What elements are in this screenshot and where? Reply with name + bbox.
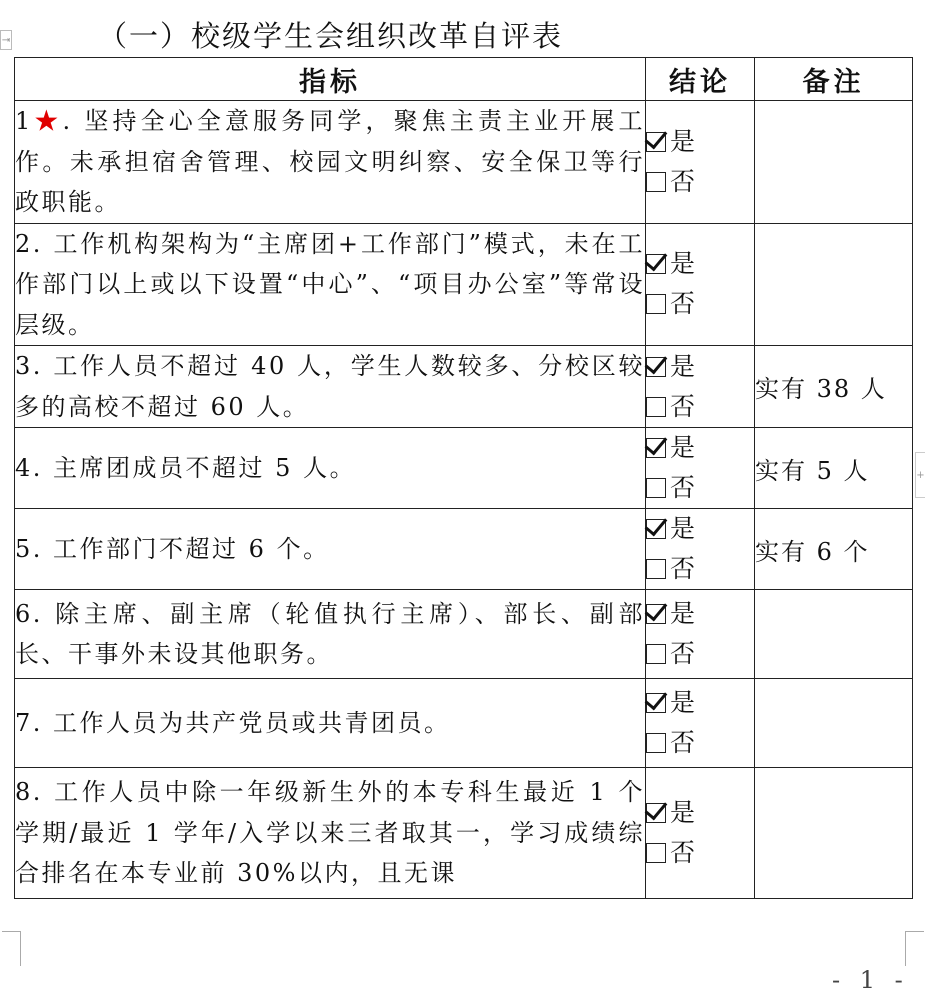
conclusion-cell [646, 346, 755, 428]
remark-cell [755, 101, 913, 224]
checked-box-icon[interactable] [646, 132, 666, 152]
conclusion-cell [646, 509, 755, 590]
indicator-cell [15, 101, 646, 224]
table-row [15, 223, 913, 346]
anchor-icon[interactable]: ⇥ [0, 30, 12, 50]
conclusion-cell [646, 768, 755, 899]
table-row [15, 101, 913, 224]
indicator-cell [15, 346, 646, 428]
indicator-text: . 主席团成员不超过 5 人。 [32, 453, 357, 482]
indicator-cell [15, 590, 646, 679]
row-number: 3 [15, 352, 33, 380]
self-evaluation-table [14, 57, 913, 899]
indicator-text: . 工作机构架构为“主席团+工作部门”模式，未在工作部门以上或以下设置“中心”、“项目办公室”等常设层级。 [15, 229, 645, 339]
option-no[interactable] [646, 634, 754, 674]
option-no[interactable] [646, 162, 754, 202]
checked-box-icon[interactable] [646, 254, 666, 274]
indicator-cell [15, 509, 646, 590]
table-row [15, 768, 913, 899]
table-row [15, 590, 913, 679]
option-label-yes: 是 [670, 514, 696, 543]
table-row [15, 509, 913, 590]
indicator-cell [15, 768, 646, 899]
indicator-text: . 工作人员中除一年级新生外的本专科生最近 1 个学期/最近 1 学年/入学以来三者取其一，学习成绩综合排名在本专业前 30%以内，且无课 [15, 778, 645, 888]
remark-cell [755, 679, 913, 768]
header-indicator: 指标 [15, 58, 646, 101]
option-no[interactable] [646, 387, 754, 427]
row-number: 6 [15, 599, 33, 628]
header-remark: 备注 [755, 58, 913, 101]
option-label-yes: 是 [670, 126, 696, 156]
option-label-yes: 是 [670, 249, 696, 279]
option-no[interactable] [646, 549, 754, 589]
remark-cell: 实有 38 人 [755, 346, 913, 428]
option-label-yes: 是 [670, 351, 696, 381]
option-label-yes: 是 [670, 798, 696, 827]
unchecked-box-icon[interactable] [646, 733, 666, 753]
indicator-cell [15, 679, 646, 768]
indicator-text: . 坚持全心全意服务同学，聚焦主责主业开展工作。未承担宿舍管理、校园文明纠察、安全保卫等行政职能。 [15, 107, 646, 216]
option-yes[interactable] [646, 793, 754, 833]
unchecked-box-icon[interactable] [646, 397, 666, 417]
unchecked-box-icon[interactable] [646, 559, 666, 579]
indicator-text: . 工作人员不超过 40 人，学生人数较多、分校区较多的高校不超过 60 人。 [15, 352, 645, 421]
table-row [15, 428, 913, 509]
checked-box-icon[interactable] [646, 803, 666, 823]
option-label-no: 否 [670, 166, 696, 196]
crop-mark-left [2, 931, 21, 966]
remark-cell [755, 768, 913, 899]
option-no[interactable] [646, 833, 754, 873]
unchecked-box-icon[interactable] [646, 294, 666, 314]
option-label-no: 否 [670, 391, 696, 421]
unchecked-box-icon[interactable] [646, 644, 666, 664]
option-label-no: 否 [670, 554, 696, 583]
option-yes[interactable] [646, 683, 754, 723]
indicator-text: . 工作人员为共产党员或共青团员。 [32, 708, 451, 737]
conclusion-cell [646, 679, 755, 768]
option-label-no: 否 [670, 289, 696, 319]
option-yes[interactable] [646, 428, 754, 468]
table-row [15, 346, 913, 428]
row-number: 5 [15, 534, 33, 563]
checked-box-icon[interactable] [646, 693, 666, 713]
indicator-cell [15, 223, 646, 346]
row-number: 2 [15, 229, 33, 258]
option-label-yes: 是 [670, 688, 696, 717]
checked-box-icon[interactable] [646, 438, 666, 458]
option-label-yes: 是 [670, 433, 696, 462]
indicator-text: . 工作部门不超过 6 个。 [32, 534, 330, 563]
remark-cell: 实有 5 人 [755, 428, 913, 509]
remark-cell: 实有 6 个 [755, 509, 913, 590]
remark-cell [755, 590, 913, 679]
key-star-icon: ★ [32, 107, 63, 135]
option-label-no: 否 [670, 473, 696, 502]
row-number: 8 [15, 778, 33, 807]
option-yes[interactable] [646, 122, 754, 162]
table-header-row [15, 58, 913, 101]
remark-cell [755, 223, 913, 346]
checked-box-icon[interactable] [646, 519, 666, 539]
header-conclusion: 结论 [646, 58, 755, 101]
option-label-yes: 是 [670, 599, 696, 628]
conclusion-cell [646, 590, 755, 679]
table-row [15, 679, 913, 768]
document-title: （一）校级学生会组织改革自评表 [98, 19, 564, 53]
table-handle-icon[interactable]: + [915, 452, 925, 498]
crop-mark-right [905, 931, 924, 966]
option-no[interactable] [646, 284, 754, 324]
option-no[interactable] [646, 468, 754, 508]
option-yes[interactable] [646, 347, 754, 387]
option-no[interactable] [646, 723, 754, 763]
indicator-text: . 除主席、副主席（轮值执行主席）、部长、副部长、干事外未设其他职务。 [15, 599, 645, 668]
option-label-no: 否 [670, 838, 696, 867]
row-number: 1 [15, 107, 33, 135]
indicator-cell [15, 428, 646, 509]
option-yes[interactable] [646, 509, 754, 549]
page-number: - 1 - [832, 966, 909, 994]
unchecked-box-icon[interactable] [646, 478, 666, 498]
unchecked-box-icon[interactable] [646, 843, 666, 863]
option-yes[interactable] [646, 594, 754, 634]
row-number: 7 [15, 708, 33, 737]
conclusion-cell [646, 428, 755, 509]
conclusion-cell [646, 223, 755, 346]
checked-box-icon[interactable] [646, 357, 666, 377]
conclusion-cell [646, 101, 755, 224]
option-label-no: 否 [670, 639, 696, 668]
checked-box-icon[interactable] [646, 604, 666, 624]
unchecked-box-icon[interactable] [646, 172, 666, 192]
row-number: 4 [15, 453, 33, 482]
option-yes[interactable] [646, 244, 754, 284]
option-label-no: 否 [670, 728, 696, 757]
